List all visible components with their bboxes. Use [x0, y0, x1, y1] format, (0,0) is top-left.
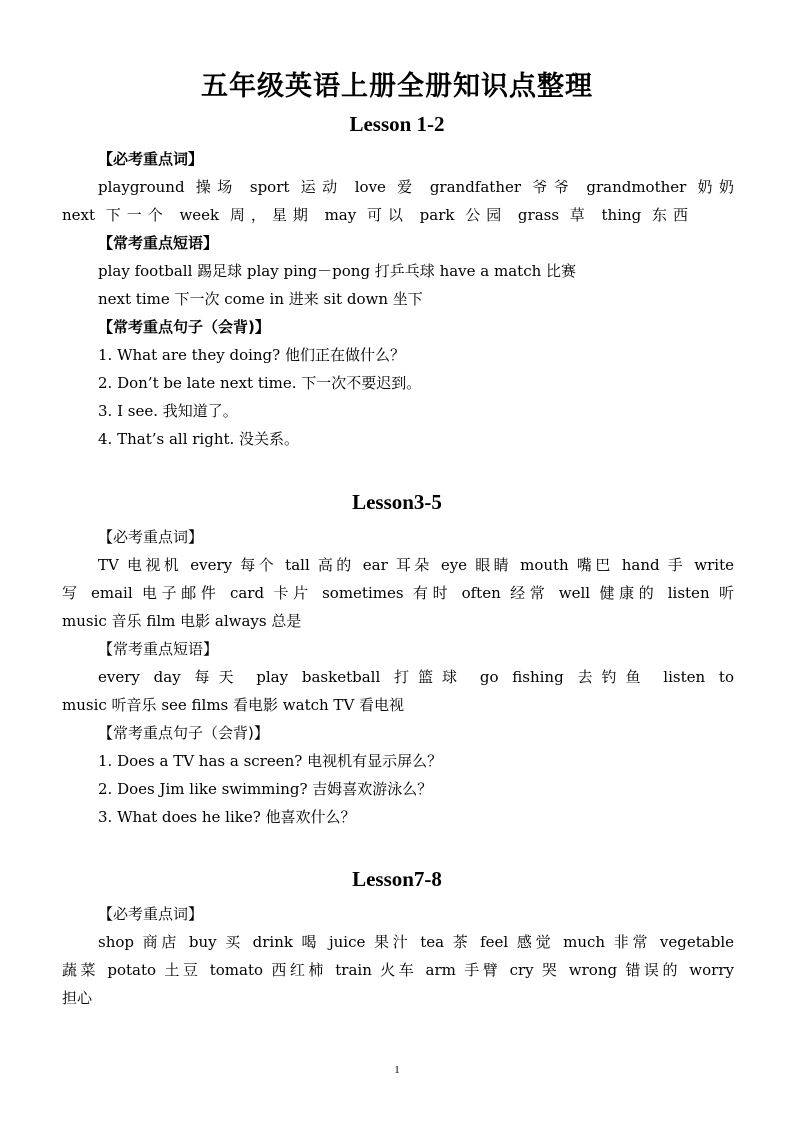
sentence-item: 2. Does Jim like swimming? 吉姆喜欢游泳么？ — [98, 780, 433, 798]
phrases-line: next time 下一次 come in 进来 sit down 坐下 — [98, 290, 423, 308]
lesson-title: Lesson 1-2 — [349, 112, 445, 136]
words-line: 写 email 电子邮件 card 卡片 sometimes 有时 often 经常 well 健康的 listen 听 — [62, 584, 734, 602]
section-heading-words: 【必考重点词】 — [98, 150, 204, 168]
words-line: TV 电视机 every 每个 tall 高的 ear 耳朵 eye 眼睛 mouth 嘴巴 hand 手 write — [98, 556, 734, 574]
section-heading-sentences: 【常考重点句子（会背)】 — [98, 318, 270, 336]
sentence-item: 3. What does he like? 他喜欢什么？ — [98, 808, 356, 826]
section-heading-words: 【必考重点词】 — [98, 528, 204, 546]
sentence-item: 1. What are they doing? 他们正在做什么？ — [98, 346, 405, 364]
sentence-item: 2. Don’t be late next time. 下一次不要迟到。 — [98, 374, 422, 392]
document-title: 五年级英语上册全册知识点整理 — [201, 71, 593, 102]
words-line: shop 商店 buy 买 drink 喝 juice 果汁 tea 茶 feel 感觉 much 非常 vegetable — [98, 933, 734, 951]
lesson-title: Lesson7-8 — [352, 867, 442, 891]
sentence-item: 3. I see. 我知道了。 — [98, 402, 238, 420]
lesson-title: Lesson3-5 — [352, 490, 442, 514]
section-heading-sentences: 【常考重点句子（会背)】 — [98, 724, 269, 742]
page-number: 1 — [394, 1064, 400, 1076]
sentence-item: 4. That’s all right. 没关系。 — [98, 430, 300, 448]
words-line: next 下一个 week 周，星期 may 可以 park 公园 grass 草 thing 东西 — [62, 206, 688, 224]
sentence-item: 1. Does a TV has a screen? 电视机有显示屏么？ — [98, 752, 443, 770]
section-heading-phrases: 【常考重点短语】 — [98, 640, 219, 658]
section-heading-words: 【必考重点词】 — [98, 905, 204, 923]
phrases-line: every day 每天 play basketball 打篮球 go fishing 去钓鱼 listen to — [98, 668, 734, 686]
phrases-line: play football 踢足球 play ping－pong 打乒乓球 have a match 比赛 — [98, 262, 577, 280]
phrases-line: music 听音乐 see films 看电影 watch TV 看电视 — [62, 696, 405, 714]
words-line: playground 操场 sport 运动 love 爱 grandfather 爷爷 grandmother 奶奶 — [98, 178, 734, 196]
section-heading-phrases: 【常考重点短语】 — [98, 234, 219, 252]
words-line: music 音乐 film 电影 always 总是 — [62, 612, 302, 630]
words-line: 蔬菜 potato 土豆 tomato 西红柿 train 火车 arm 手臂 cry 哭 wrong 错误的 worry — [62, 961, 734, 979]
words-line: 担心 — [62, 989, 93, 1007]
